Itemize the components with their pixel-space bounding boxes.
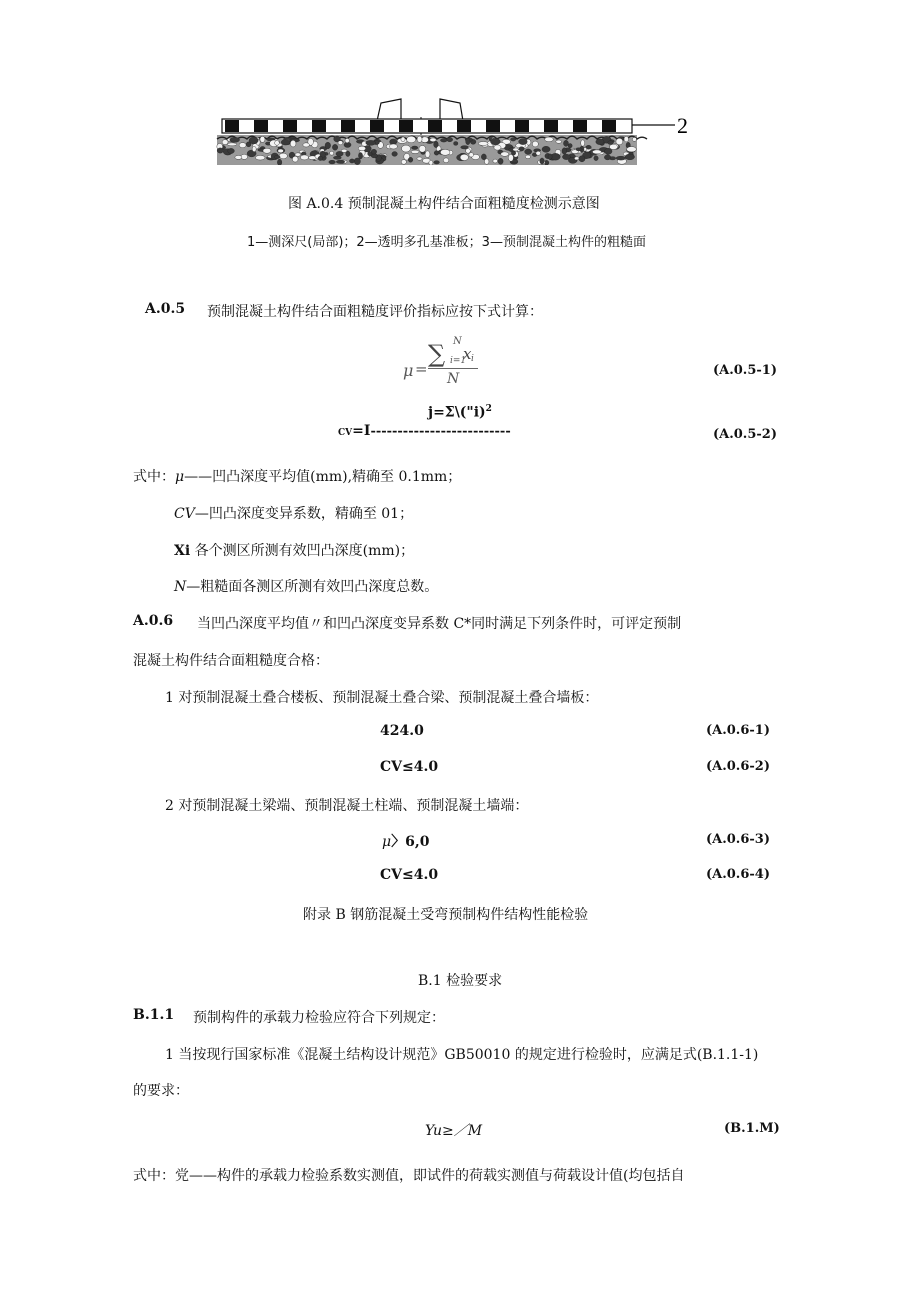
aggregate-grain <box>425 151 430 158</box>
depth-gauge-right <box>440 99 463 121</box>
item-1-text: 1 对预制混凝土叠合楼板、预制混凝土叠合梁、预制混凝土叠合墙板： <box>165 690 599 706</box>
aggregate-grain <box>336 160 345 163</box>
formula-equals: = <box>415 360 428 378</box>
def-text-n: —粗糙面各测区所测有效凹凸深度总数。 <box>186 579 439 595</box>
aggregate-grain <box>596 139 604 145</box>
aggregate-grain <box>608 141 614 145</box>
definitions-intro: 式中： <box>133 469 175 485</box>
aggregate-grain <box>594 156 598 161</box>
aggregate-grain <box>230 137 240 142</box>
aggregate-grain <box>408 157 413 162</box>
def-symbol-cv: CV <box>174 506 195 522</box>
equation-number-a05-2: (A.0.5-2) <box>713 427 777 442</box>
aggregate-grain <box>447 137 453 141</box>
aggregate-grain <box>510 138 515 141</box>
aggregate-grain <box>443 158 448 163</box>
aggregate-grain <box>616 138 623 145</box>
aggregate-grain <box>490 138 500 144</box>
aggregate-grain <box>440 149 450 155</box>
aggregate-grain <box>563 140 568 146</box>
aggregate-grain <box>281 139 290 145</box>
aggregate-grain <box>625 154 634 160</box>
condition-a06-3 <box>382 831 429 851</box>
aggregate-grain <box>227 143 236 146</box>
equation-number-a06-2: (A.0.6-2) <box>706 759 770 774</box>
formula-x-sub: i <box>471 354 474 364</box>
figure-caption: 图 A.0.4 预制混凝土构件结合面粗糙度检测示意图 <box>288 196 600 212</box>
aggregate-grain <box>417 157 422 160</box>
aggregate-grain <box>519 147 524 151</box>
plate-hole <box>486 120 500 132</box>
aggregate-grain <box>263 148 271 153</box>
def-text-xi: 各个测区所测有效凹凸深度(mm)； <box>190 543 415 559</box>
def-symbol-xi: Xi <box>174 543 191 559</box>
clause-text-a06-line2: 混凝土构件结合面粗糙度合格： <box>133 653 329 669</box>
aggregate-grain <box>333 156 341 159</box>
aggregate-grain <box>279 153 287 159</box>
aggregate-grain <box>318 156 323 160</box>
formula-cv-left-eq: =I <box>352 423 371 439</box>
equation-number-a06-4: (A.0.6-4) <box>706 867 770 882</box>
aggregate-grain <box>440 138 447 142</box>
aggregate-grain <box>401 160 406 165</box>
formula-fraction-bar <box>428 368 478 369</box>
formula-cv-top <box>428 404 492 421</box>
clause-text-b11: 预制构件的承载力检验应符合下列规定： <box>193 1010 445 1026</box>
aggregate-grain <box>407 136 416 143</box>
aggregate-grain <box>295 153 301 156</box>
equation-number-a06-1: (A.0.6-1) <box>706 723 770 738</box>
aggregate-grain <box>217 148 223 153</box>
plate-hole <box>428 120 442 132</box>
plate-hole <box>341 120 355 132</box>
aggregate-grain <box>252 146 256 151</box>
aggregate-grain <box>401 137 405 142</box>
appendix-b-title: 附录 B 钢筋混凝土受弯预制构件结构性能检验 <box>303 907 589 923</box>
clause-text-a05: 预制混凝土构件结合面粗糙度评价指标应按下式计算： <box>207 304 543 320</box>
formula-cv-left-sub: CV <box>338 428 353 438</box>
formula-cv-top-text: j=Σ\("i) <box>428 404 486 421</box>
aggregate-grain <box>556 140 562 143</box>
def-cv <box>174 503 413 523</box>
aggregate-grain <box>371 149 377 154</box>
aggregate-grain <box>574 157 579 160</box>
def-text-cv: —凹凸深度变异系数，精确至 01； <box>194 506 414 522</box>
aggregate-grain <box>581 140 585 146</box>
aggregate-grain <box>330 151 334 155</box>
aggregate-grain <box>260 136 265 142</box>
aggregate-grain <box>616 156 626 160</box>
aggregate-grain <box>466 148 471 153</box>
item-b1-line2: 的要求： <box>133 1083 189 1099</box>
aggregate-grain <box>390 139 397 145</box>
clause-number-a06: A.0.6 <box>133 613 174 629</box>
clause-number-a05: A.0.5 <box>145 301 186 317</box>
formula-denominator: N <box>447 371 460 387</box>
formula-sum-lower: i=1 <box>450 356 467 366</box>
formula-mu: μ <box>403 361 414 380</box>
aggregate-grain <box>228 148 235 153</box>
aggregate-grain <box>466 138 470 144</box>
aggregate-grain <box>235 155 242 159</box>
aggregate-grain <box>255 155 265 160</box>
roughness-diagram <box>205 95 705 165</box>
aggregate-grain <box>624 136 629 142</box>
plate-hole <box>544 120 558 132</box>
figure-legend: 1—测深尺(局部)；2—透明多孔基准板；3—预制混凝土构件的粗糙面 <box>247 235 646 250</box>
depth-gauge-left <box>377 99 401 121</box>
equation-number-a05-1: (A.0.5-1) <box>713 363 777 378</box>
def-symbol-mu: μ <box>175 469 185 485</box>
formula-cv-left <box>338 420 511 439</box>
aggregate-grain <box>579 156 585 162</box>
item-2-text: 2 对预制混凝土梁端、预制混凝土柱端、预制混凝土墙端： <box>165 798 529 814</box>
aggregate-grain <box>545 137 554 142</box>
equation-number-b1: (B.1.M) <box>724 1121 780 1136</box>
section-b1-title: B.1 检验要求 <box>418 973 503 989</box>
formula-x: x <box>463 345 472 363</box>
roughness-detection-figure <box>205 95 705 165</box>
condition-a06-3-sym: μ <box>382 834 392 850</box>
plate-hole <box>254 120 268 132</box>
plate-hole <box>602 120 616 132</box>
aggregate-grain <box>542 146 550 152</box>
plate-hole <box>573 120 587 132</box>
aggregate-grain <box>627 147 637 152</box>
clause-number-b11: B.1.1 <box>133 1007 175 1023</box>
aggregate-grain <box>592 150 601 154</box>
aggregate-grain <box>332 144 337 150</box>
aggregate-grain <box>366 140 376 145</box>
aggregate-grain <box>498 158 503 164</box>
aggregate-grain <box>277 159 281 165</box>
plate-hole <box>457 120 471 132</box>
aggregate-grain <box>358 152 362 159</box>
plate-hole <box>312 120 326 132</box>
aggregate-grain <box>434 141 439 147</box>
aggregate-grain <box>278 149 284 153</box>
aggregate-grain <box>434 151 439 156</box>
plate-hole <box>225 120 239 132</box>
aggregate-grain <box>290 140 296 147</box>
plate-hole <box>283 120 297 132</box>
aggregate-grain <box>349 159 354 163</box>
aggregate-grain <box>338 141 343 145</box>
aggregate-grain <box>493 159 498 163</box>
def-n <box>174 576 438 596</box>
def-symbol-n: N <box>174 579 187 595</box>
callout-number: 2 <box>677 113 688 138</box>
aggregate-grain <box>478 142 488 146</box>
definitions-block <box>133 466 461 486</box>
aggregate-grain <box>389 144 397 149</box>
aggregate-grain <box>501 152 509 156</box>
aggregate-grain <box>300 155 308 160</box>
aggregate-grain <box>454 142 458 146</box>
clause-text-a06-line1: 当凹凸深度平均值〃和凹凸深度变异系数 C*同时满足下列条件时，可评定预制 <box>197 616 682 632</box>
condition-a06-2: CV≤4.0 <box>380 759 439 775</box>
formula-mean <box>403 338 483 393</box>
formula-sum: ∑ <box>428 340 446 368</box>
aggregate-grain <box>275 141 280 146</box>
aggregate-grain <box>604 155 610 160</box>
aggregate-grain <box>540 158 545 164</box>
def-text-mu: ——凹凸深度平均值(mm),精确至 0.1mm； <box>184 469 462 485</box>
formula-cv-dashes: -------------------------- <box>370 424 511 439</box>
plate-hole <box>370 120 384 132</box>
def-xi <box>174 540 414 560</box>
aggregate-grain <box>460 154 468 160</box>
aggregate-grain <box>568 144 572 148</box>
condition-a06-1: 424.0 <box>380 723 424 739</box>
aggregate-grain <box>532 141 538 147</box>
aggregate-grain <box>519 139 528 145</box>
aggregate-grain <box>419 145 426 152</box>
condition-a06-4: CV≤4.0 <box>380 867 439 883</box>
aggregate-grain <box>292 156 298 162</box>
aggregate-grain <box>274 156 280 159</box>
aggregate-grain <box>605 148 613 154</box>
aggregate-grain <box>513 148 519 151</box>
equation-number-a06-3: (A.0.6-3) <box>706 832 770 847</box>
item-b1-line1: 1 当按现行国家标准《混凝土结构设计规范》GB50010 的规定进行检验时，应满足式(B.1.1-1) <box>165 1047 759 1063</box>
formula-cv-top-sup: 2 <box>485 404 492 414</box>
definition-b1-start: 式中：党——构件的承载力检验系数实测值，即试件的荷载实测值与荷载设计值(均包括自 <box>133 1168 685 1184</box>
aggregate-grain <box>303 143 310 147</box>
aggregate-grain <box>548 154 552 160</box>
aggregate-grain <box>402 145 411 152</box>
aggregate-grain <box>325 142 331 149</box>
aggregate-grain <box>469 153 474 157</box>
formula-b1: Yu≥／M <box>425 1123 483 1139</box>
aggregate-grain <box>411 150 419 153</box>
aggregate-grain <box>525 155 530 159</box>
aggregate-grain <box>508 154 513 161</box>
plate-hole <box>515 120 529 132</box>
aggregate-grain <box>392 152 398 157</box>
aggregate-grain <box>354 158 360 165</box>
aggregate-grain <box>576 148 582 151</box>
condition-a06-3-expr: 〉6,0 <box>391 834 430 850</box>
aggregate-grain <box>429 160 433 165</box>
aggregate-grain <box>434 161 440 164</box>
aggregate-grain <box>249 137 258 144</box>
aggregate-grain <box>536 151 541 155</box>
aggregate-grain <box>632 137 636 141</box>
aggregate-grain <box>411 146 418 149</box>
aggregate-grain <box>239 143 246 148</box>
formula-sum-upper: N <box>453 336 462 347</box>
aggregate-grain <box>481 154 486 160</box>
aggregate-grain <box>345 138 349 142</box>
aggregate-grain <box>494 145 501 150</box>
aggregate-grain <box>358 146 365 150</box>
aggregate-grain <box>562 148 567 155</box>
aggregate-grain <box>341 149 347 152</box>
plate-hole <box>399 120 413 132</box>
aggregate-grain <box>329 160 336 164</box>
aggregate-grain <box>525 149 532 154</box>
aggregate-grain <box>417 136 422 142</box>
